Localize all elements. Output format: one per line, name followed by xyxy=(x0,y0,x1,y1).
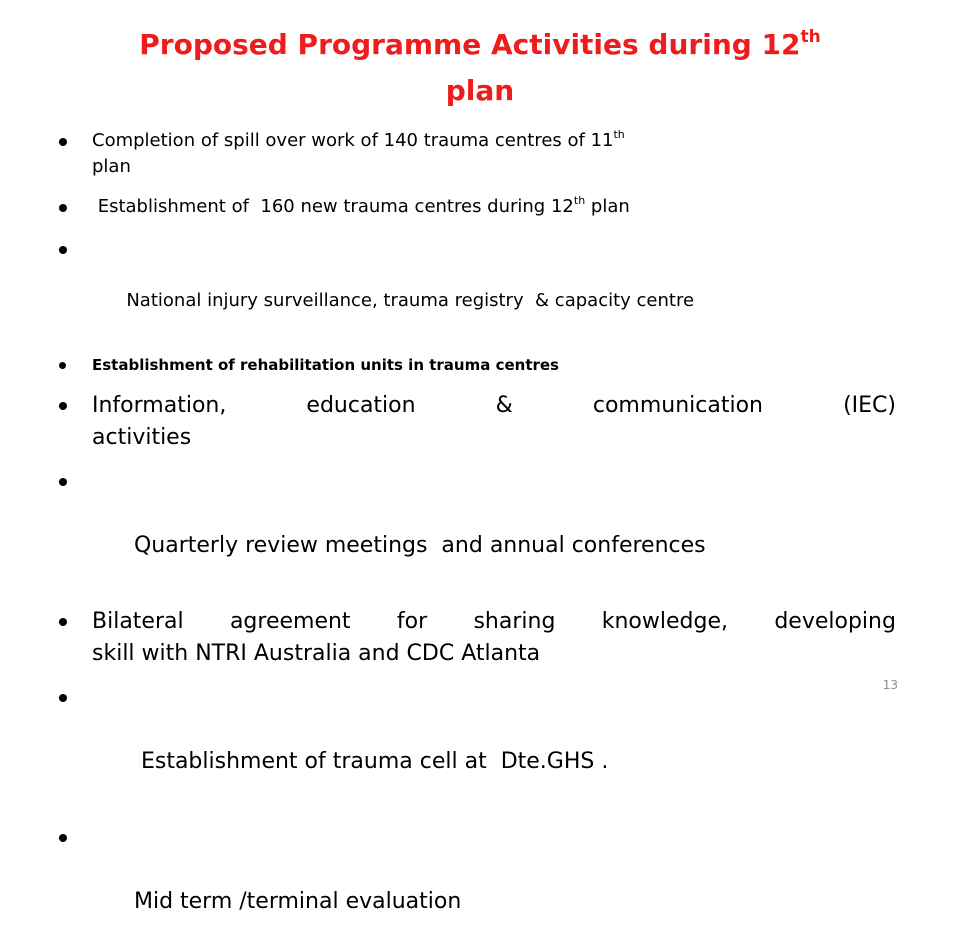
bullet-icon xyxy=(59,138,67,146)
bullet-item xyxy=(56,822,896,950)
bullet-text: Mid term /terminal evaluation xyxy=(133,889,462,914)
bullet-word: communication xyxy=(592,393,763,418)
bullet-word: & xyxy=(495,393,513,418)
bullet-word: education xyxy=(306,393,416,418)
bullet-item xyxy=(56,390,896,454)
bullet-continuation: activities xyxy=(92,425,192,450)
bullet-item xyxy=(56,354,896,376)
bullet-item xyxy=(56,194,896,220)
slide-title-line1: Proposed Programme Activities during 12 xyxy=(139,28,801,61)
bullet-item xyxy=(56,128,896,180)
bullet-text: Quarterly review meetings and annual conferences xyxy=(133,533,706,558)
bullet-superscript: th xyxy=(573,194,586,207)
bullet-continuation: plan xyxy=(92,156,131,177)
bullet-icon xyxy=(59,246,67,254)
bullet-text: Establishment of rehabilitation units in trauma centres xyxy=(92,356,559,374)
bullet-item xyxy=(56,236,896,340)
bullet-text: Completion of spill over work of 140 trauma centres of 11th xyxy=(92,128,625,151)
bullet-continuation: skill with NTRI Australia and CDC Atlanta xyxy=(92,641,541,666)
bullet-word: sharing xyxy=(473,609,556,634)
bullet-icon xyxy=(59,834,67,842)
bullet-superscript: th xyxy=(613,128,625,141)
bullet-text: Establishment of 160 new trauma centres during 12 xyxy=(92,196,574,217)
bullet-word: Bilateral xyxy=(92,609,184,634)
bullet-word: developing xyxy=(774,609,896,634)
slide-title-line2: plan xyxy=(445,74,515,107)
bullet-text: National injury surveillance, trauma registry & capacity centre xyxy=(126,290,695,311)
bullet-list xyxy=(56,128,896,950)
bullet-word: Information, xyxy=(92,393,227,418)
bullet-icon xyxy=(59,402,67,410)
bullet-text: Establishment of trauma cell at Dte.GHS . xyxy=(133,749,609,774)
page-number: 13 xyxy=(882,678,898,692)
bullet-icon xyxy=(59,362,66,369)
bullet-line xyxy=(92,606,896,638)
bullet-item xyxy=(56,606,896,670)
bullet-word: agreement xyxy=(229,609,351,634)
bullet-line xyxy=(92,390,896,422)
bullet-icon xyxy=(59,694,67,702)
bullet-word: (IEC) xyxy=(843,393,896,418)
bullet-text-after: plan xyxy=(585,196,630,217)
bullet-item xyxy=(56,466,896,594)
bullet-line xyxy=(92,128,896,154)
bullet-item xyxy=(56,682,896,810)
slide-title xyxy=(80,22,880,114)
slide-title-superscript: th xyxy=(800,27,821,47)
bullet-word: for xyxy=(396,609,428,634)
bullet-word: knowledge, xyxy=(601,609,728,634)
bullet-icon xyxy=(59,204,67,212)
bullet-icon xyxy=(59,618,67,626)
bullet-icon xyxy=(59,478,67,486)
